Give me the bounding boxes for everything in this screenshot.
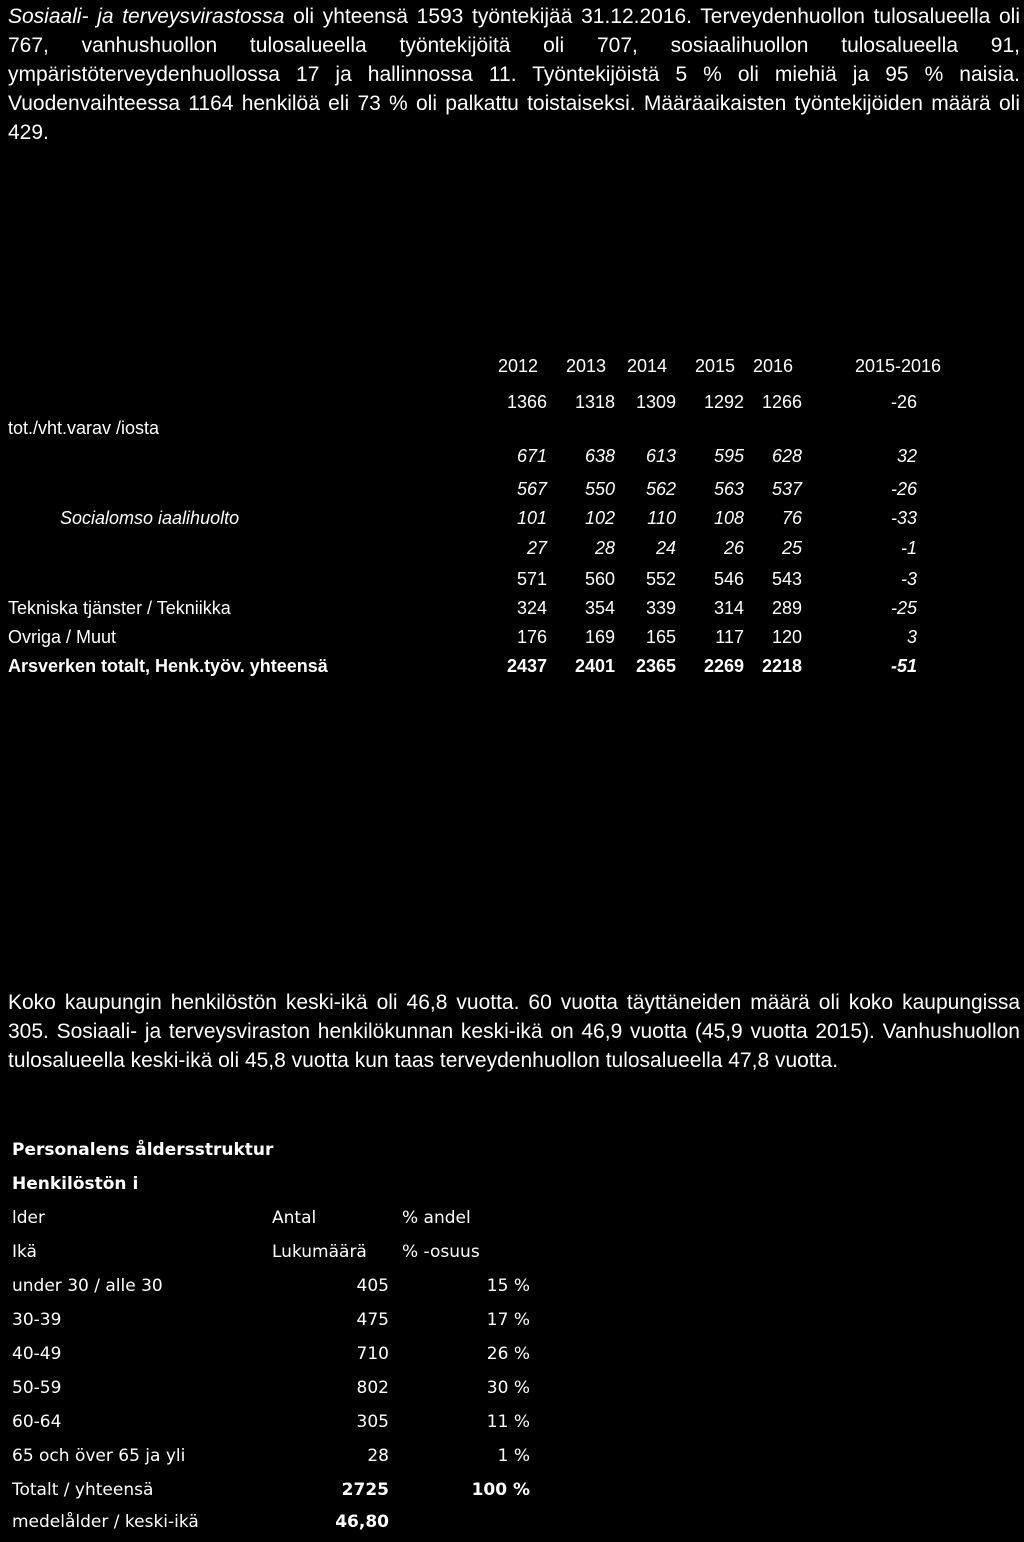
table-row: [0, 1442, 560, 1476]
cell: 1318: [574, 392, 615, 412]
age-table-title: [0, 1136, 560, 1170]
cell: -51: [890, 656, 917, 676]
intro-text: oli yhteensä 1593 työntekijää 31.12.2016. Terveydenhuollon tulosalueella oli 767, vanhushuollon tulosalueella työntekijöitä oli 707, sosiaalihuollon tulosalueella 91, ympäristöterveydenhuollossa 17 ja hallinnossa 11. Työntekijöistä 5 % oli miehiä ja 95 % naisia. Vuodenvaihteessa 1164 henkilöä eli 73 % oli palkattu toistaiseksi. Määräaikaisten työntekijöiden määrä oli 429.: [8, 5, 1020, 144]
share: 26 %: [486, 1344, 530, 1364]
header-age-sv: lder: [12, 1208, 45, 1228]
cell: -1: [900, 538, 917, 558]
age-group: 60-64: [12, 1412, 62, 1432]
cell: 628: [771, 446, 802, 466]
table-row: [0, 1340, 560, 1374]
share: 1 %: [497, 1446, 530, 1466]
share: 11 %: [486, 1412, 530, 1432]
cell: 102: [584, 508, 615, 528]
header-change: 2015-2016: [854, 356, 942, 376]
share: 17 %: [486, 1310, 530, 1330]
header-share-fi: % -osuus: [402, 1242, 480, 1262]
cell: 24: [655, 538, 676, 558]
count: 475: [356, 1310, 389, 1330]
cell: 339: [645, 598, 676, 618]
cell: 2269: [703, 656, 744, 676]
cell: 2365: [635, 656, 676, 676]
count: 710: [356, 1344, 389, 1364]
staff-table-header: [0, 350, 1024, 384]
count: 802: [356, 1378, 389, 1398]
table-row: [0, 1272, 560, 1306]
age-group: 30-39: [12, 1310, 62, 1330]
cell: 2401: [574, 656, 615, 676]
header-share-sv: % andel: [402, 1208, 471, 1228]
total-count: 2725: [341, 1480, 389, 1500]
cell: 1266: [761, 392, 802, 412]
cell: 289: [771, 598, 802, 618]
table-row: [0, 1306, 560, 1340]
header-2013: 2013: [565, 356, 607, 376]
cell: 546: [713, 569, 744, 589]
cell: 543: [771, 569, 802, 589]
cell: 25: [781, 538, 802, 558]
table-row-total: [0, 1476, 560, 1510]
table-row-mean: [0, 1508, 560, 1542]
row-label: tot./vht.varav /iosta: [8, 418, 160, 438]
mean-age-value: 46,80: [335, 1512, 389, 1532]
cell: -26: [890, 392, 917, 412]
count: 305: [356, 1412, 389, 1432]
header-2016: 2016: [752, 356, 794, 376]
table-row: [0, 532, 1024, 566]
cell: 165: [645, 627, 676, 647]
cell: 563: [713, 479, 744, 499]
header-2014: 2014: [626, 356, 668, 376]
table-row: [0, 1374, 560, 1408]
header-2015: 2015: [694, 356, 736, 376]
row-label: Tekniska tjänster / Tekniikka: [8, 598, 231, 618]
cell: -3: [900, 569, 917, 589]
cell: 595: [713, 446, 744, 466]
table-row: [0, 440, 1024, 474]
cell: 552: [645, 569, 676, 589]
age-title-fi: Henkilöstön i: [12, 1174, 139, 1194]
cell: 571: [516, 569, 547, 589]
cell: 550: [584, 479, 615, 499]
intro-paragraph: [8, 2, 1020, 147]
mean-age-label: medelålder / keski-ikä: [12, 1512, 199, 1532]
cell: 76: [781, 508, 802, 528]
age-group: 65 och över 65 ja yli: [12, 1446, 186, 1466]
age-group: 40-49: [12, 1344, 62, 1364]
cell: 120: [771, 627, 802, 647]
row-label: Arsverken totalt, Henk.työv. yhteensä: [8, 656, 328, 676]
cell: 32: [896, 446, 917, 466]
cell: 176: [516, 627, 547, 647]
share: 15 %: [486, 1276, 530, 1296]
cell: 314: [713, 598, 744, 618]
age-table-header-fi: [0, 1238, 560, 1272]
cell: 26: [723, 538, 744, 558]
cell: 671: [516, 446, 547, 466]
cell: 2218: [761, 656, 802, 676]
age-group: under 30 / alle 30: [12, 1276, 163, 1296]
cell: 108: [713, 508, 744, 528]
cell: 1366: [506, 392, 547, 412]
age-paragraph: Koko kaupungin henkilöstön keski-ikä oli 46,8 vuotta. 60 vuotta täyttäneiden määrä oli koko kaupungissa 305. Sosiaali- ja terveysviraston henkilökunnan keski-ikä on 46,9 vuotta (45,9 vuotta 2015). Vanhushuollon tulosalueella keski-ikä oli 45,8 vuotta kun taas terveydenhuollon tulosalueella 47,8 vuotta.: [8, 991, 1020, 1072]
header-age-fi: Ikä: [12, 1242, 37, 1262]
table-row-total: [0, 650, 1024, 684]
cell: -33: [890, 508, 917, 528]
cell: 28: [594, 538, 615, 558]
cell: 324: [516, 598, 547, 618]
cell: 27: [526, 538, 547, 558]
cell: 1292: [703, 392, 744, 412]
cell: 613: [645, 446, 676, 466]
table-row: [0, 1408, 560, 1442]
cell: 562: [645, 479, 676, 499]
table-row: [0, 502, 1024, 536]
cell: 110: [647, 508, 676, 528]
total-share: 100 %: [471, 1480, 530, 1500]
count: 405: [356, 1276, 389, 1296]
count: 28: [367, 1446, 389, 1466]
total-label: Totalt / yhteensä: [12, 1480, 154, 1500]
cell: 537: [771, 479, 802, 499]
cell: 117: [715, 627, 744, 647]
cell: -25: [890, 598, 917, 618]
share: 30 %: [486, 1378, 530, 1398]
intro-italic-lead: Sosiaali- ja terveysvirastossa: [8, 5, 285, 28]
cell: -26: [890, 479, 917, 499]
header-count-sv: Antal: [272, 1208, 317, 1228]
age-title-sv: Personalens åldersstruktur: [12, 1140, 274, 1160]
cell: 2437: [506, 656, 547, 676]
age-group: 50-59: [12, 1378, 62, 1398]
cell: 567: [516, 479, 547, 499]
cell: 638: [584, 446, 615, 466]
header-count-fi: Lukumäärä: [272, 1242, 367, 1262]
age-table-title: [0, 1170, 560, 1204]
cell: 560: [584, 569, 615, 589]
cell: 101: [516, 508, 547, 528]
cell: 354: [584, 598, 615, 618]
cell: 1309: [635, 392, 676, 412]
row-label: Ovriga / Muut: [8, 627, 117, 647]
age-table-header-sv: [0, 1204, 560, 1238]
header-2012: 2012: [497, 356, 539, 376]
cell: 169: [584, 627, 615, 647]
cell: 3: [906, 627, 917, 647]
row-label: Socialomso iaalihuolto: [60, 508, 240, 528]
